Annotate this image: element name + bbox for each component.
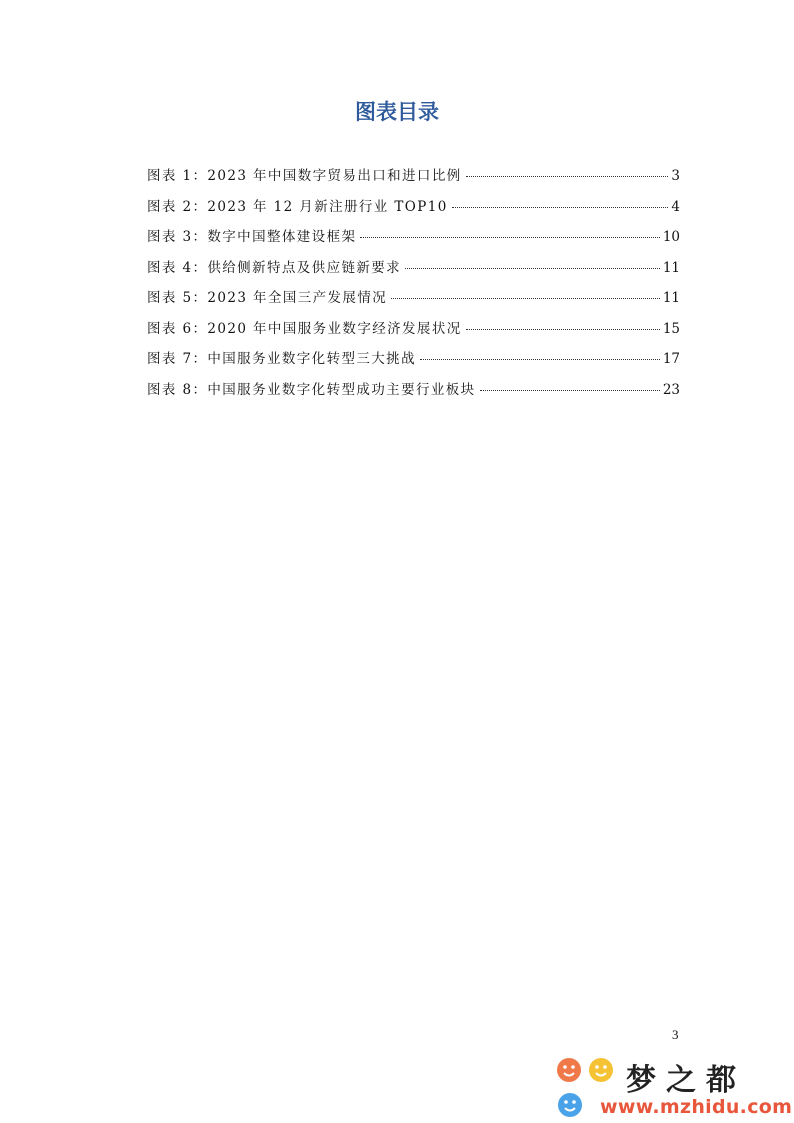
toc-entry[interactable] [147,256,680,287]
toc-entry-page: 4 [671,198,680,215]
toc-entry-page: 10 [662,229,680,245]
toc-entry-label: 图表 3：数字中国整体建设框架 [147,229,357,245]
toc-entry-label: 图表 5：2023 年全国三产发展情况 [147,290,388,306]
dot-leader [420,359,660,360]
toc-entry[interactable] [147,317,680,348]
toc-entry[interactable] [147,378,680,409]
dot-leader [466,176,669,177]
toc-entry-page: 23 [662,381,680,398]
toc-entry[interactable] [147,286,680,317]
figure-toc [147,164,680,408]
toc-entry-label: 图表 6：2020 年中国服务业数字经济发展状况 [147,320,462,337]
toc-entry[interactable] [147,347,680,378]
toc-entry[interactable] [147,225,680,256]
dot-leader [405,268,660,269]
toc-entry-page: 11 [662,290,680,306]
toc-entry-label: 图表 2：2023 年 12 月新注册行业 TOP10 [147,198,448,215]
toc-entry-page: 3 [671,168,680,184]
toc-entry-label: 图表 1：2023 年中国数字贸易出口和进口比例 [147,168,462,184]
toc-entry-page: 15 [662,320,680,337]
dot-leader [466,329,660,330]
page-number: 3 [672,1027,679,1042]
page-title: 图表目录 [355,100,439,124]
toc-entry-label: 图表 4：供给侧新特点及供应链新要求 [147,259,402,276]
toc-entry-page: 11 [662,259,680,276]
toc-entry[interactable] [147,164,680,195]
dot-leader [480,390,660,391]
watermark-logo [556,1053,794,1123]
dot-leader [452,207,669,208]
toc-entry-label: 图表 7：中国服务业数字化转型三大挑战 [147,351,416,367]
dot-leader [391,298,660,299]
toc-entry-label: 图表 8：中国服务业数字化转型成功主要行业板块 [147,381,476,398]
watermark-url[interactable]: www.mzhidu.com [600,1096,793,1118]
toc-entry[interactable] [147,195,680,226]
watermark-brand: 梦之都 [626,1063,746,1098]
toc-entry-page: 17 [662,351,680,367]
dot-leader [360,237,659,238]
